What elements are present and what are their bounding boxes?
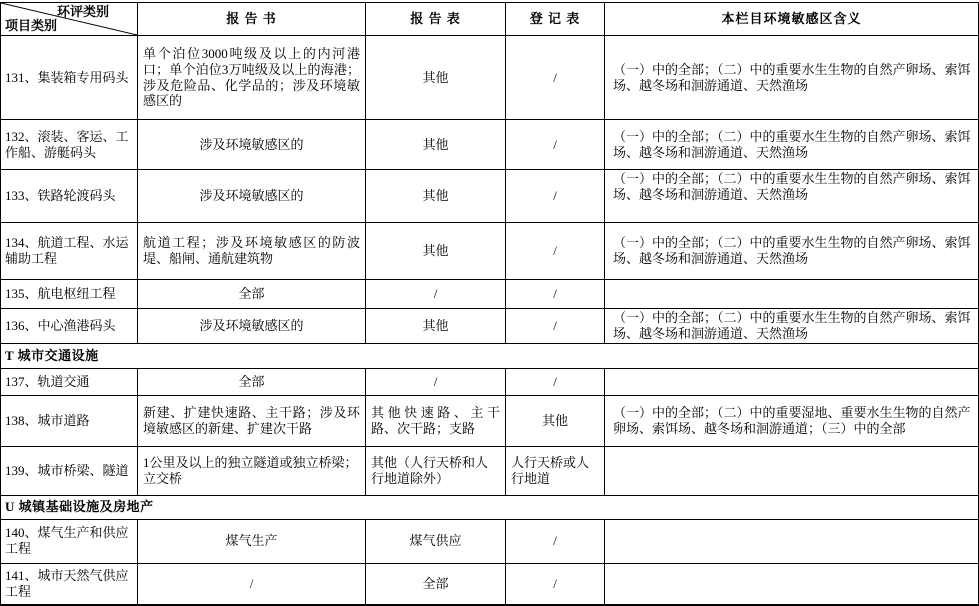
project-cell: 140、煤气生产和供应工程 — [1, 519, 138, 563]
registration-form-cell: / — [506, 120, 605, 170]
report-form-cell: 其他（人行天桥和人行地道除外） — [366, 446, 506, 495]
sensitive-cell — [605, 563, 979, 605]
sensitive-cell — [605, 446, 979, 495]
report-form-cell: 其他 — [366, 170, 506, 223]
report-form-cell: / — [366, 368, 506, 395]
registration-form-cell: 人行天桥或人行地道 — [506, 446, 605, 495]
section-row-t — [1, 343, 979, 368]
eia-category-table — [0, 2, 979, 606]
row-134 — [1, 223, 979, 280]
row-131 — [1, 36, 979, 120]
registration-form-cell: / — [506, 368, 605, 395]
project-cell: 139、城市桥梁、隧道 — [1, 446, 138, 495]
report-form-cell: 其他 — [366, 223, 506, 280]
project-cell: 138、城市道路 — [1, 395, 138, 446]
row-132 — [1, 120, 979, 170]
project-cell: 131、集装箱专用码头 — [1, 36, 138, 120]
report-book-cell: 全部 — [138, 368, 366, 395]
registration-form-cell: / — [506, 36, 605, 120]
row-140 — [1, 519, 979, 563]
report-book-cell: 涉及环境敏感区的 — [138, 309, 366, 344]
report-book-cell: 涉及环境敏感区的 — [138, 170, 366, 223]
report-form-cell: 其他 — [366, 36, 506, 120]
header-registration-form: 登 记 表 — [506, 3, 605, 36]
project-cell: 136、中心渔港码头 — [1, 309, 138, 344]
sensitive-cell: （一）中的全部；（二）中的重要水生生物的自然产卵场、索饵场、越冬场和洄游通道、天然渔场 — [605, 120, 979, 170]
project-cell: 133、铁路轮渡码头 — [1, 170, 138, 223]
report-book-cell: 涉及环境敏感区的 — [138, 120, 366, 170]
row-136 — [1, 309, 979, 344]
sensitive-cell: （一）中的全部；（二）中的重要水生生物的自然产卵场、索饵场、越冬场和洄游通道、天然渔场 — [605, 36, 979, 120]
section-row-u — [1, 495, 979, 519]
project-cell: 135、航电枢纽工程 — [1, 280, 138, 309]
sensitive-cell: （一）中的全部；（二）中的重要水生生物的自然产卵场、索饵场、越冬场和洄游通道、天然渔场 — [605, 309, 979, 344]
report-book-cell: 新建、扩建快速路、主干路；涉及环境敏感区的新建、扩建次干路 — [138, 395, 366, 446]
registration-form-cell: 其他 — [506, 395, 605, 446]
sensitive-cell: （一）中的全部；（二）中的重要水生生物的自然产卵场、索饵场、越冬场和洄游通道、天然渔场 — [605, 170, 979, 223]
project-cell: 137、轨道交通 — [1, 368, 138, 395]
corner-header-cell — [1, 3, 138, 36]
sensitive-cell — [605, 519, 979, 563]
row-137 — [1, 368, 979, 395]
sensitive-cell: （一）中的全部；（二）中的重要湿地、重要水生生物的自然产卵场、索饵场、越冬场和洄游通道；（三）中的全部 — [605, 395, 979, 446]
row-141 — [1, 563, 979, 605]
report-form-cell: 其他 — [366, 309, 506, 344]
report-book-cell: 单个泊位3000吨级及以上的内河港口；单个泊位3万吨级及以上的海港；涉及危险品、化学品的；涉及环境敏感区的 — [138, 36, 366, 120]
row-133 — [1, 170, 979, 223]
report-book-cell: / — [138, 563, 366, 605]
registration-form-cell: / — [506, 519, 605, 563]
report-form-cell: 煤气供应 — [366, 519, 506, 563]
corner-top-label: 环评类别 — [56, 4, 109, 19]
sensitive-cell: （一）中的全部；（二）中的重要水生生物的自然产卵场、索饵场、越冬场和洄游通道、天然渔场 — [605, 223, 979, 280]
report-form-cell: / — [366, 280, 506, 309]
report-form-cell: 全部 — [366, 563, 506, 605]
registration-form-cell: / — [506, 223, 605, 280]
registration-form-cell: / — [506, 309, 605, 344]
report-book-cell: 航道工程；涉及环境敏感区的防波堤、船闸、通航建筑物 — [138, 223, 366, 280]
row-138 — [1, 395, 979, 446]
report-form-cell: 其他 — [366, 120, 506, 170]
project-cell: 132、滚装、客运、工作船、游艇码头 — [1, 120, 138, 170]
sensitive-cell — [605, 368, 979, 395]
header-row — [1, 3, 979, 36]
report-book-cell: 1公里及以上的独立隧道或独立桥梁；立交桥 — [138, 446, 366, 495]
registration-form-cell: / — [506, 563, 605, 605]
sensitive-cell — [605, 280, 979, 309]
project-cell: 141、城市天然气供应工程 — [1, 563, 138, 605]
report-form-cell: 其他快速路、主干路、次干路；支路 — [366, 395, 506, 446]
section-header: U 城镇基础设施及房地产 — [1, 495, 979, 519]
header-report-form: 报 告 表 — [366, 3, 506, 36]
corner-bottom-label: 项目类别 — [5, 18, 58, 34]
report-book-cell: 全部 — [138, 280, 366, 309]
section-header: T 城市交通设施 — [1, 343, 979, 368]
project-cell: 134、航道工程、水运辅助工程 — [1, 223, 138, 280]
registration-form-cell: / — [506, 280, 605, 309]
row-139 — [1, 446, 979, 495]
report-book-cell: 煤气生产 — [138, 519, 366, 563]
header-sensitive-meaning: 本栏目环境敏感区含义 — [605, 3, 979, 36]
header-report-book: 报 告 书 — [138, 3, 366, 36]
registration-form-cell: / — [506, 170, 605, 223]
row-135 — [1, 280, 979, 309]
